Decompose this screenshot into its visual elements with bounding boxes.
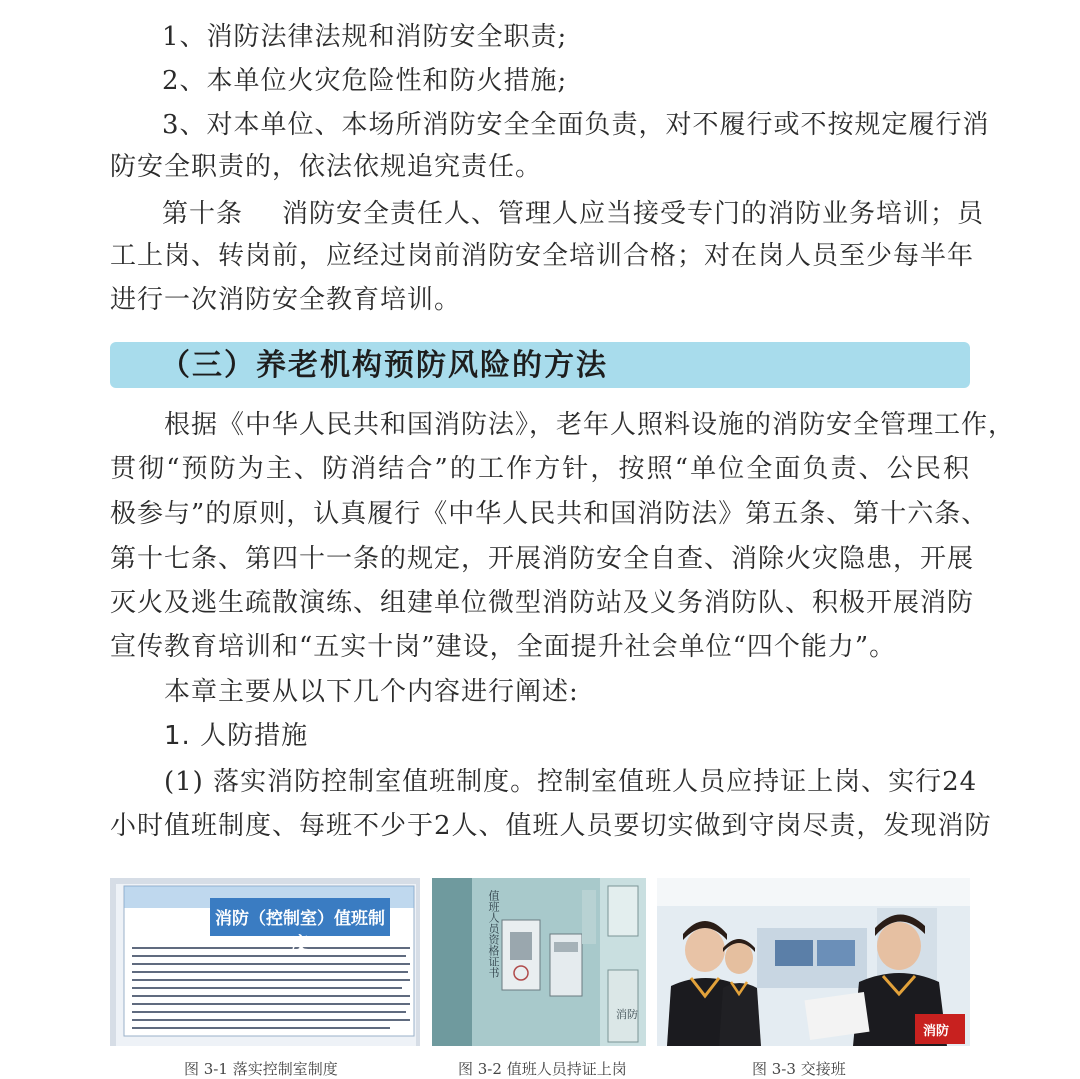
subheading: 1. 人防措施: [164, 721, 309, 751]
list-item-2: 2、本单位火灾危险性和防火措施;: [162, 66, 568, 96]
caption-figure-3-2: 图 3-2 值班人员持证上岗: [458, 1060, 627, 1078]
intro-text: 本章主要从以下几个内容进行阐述:: [164, 677, 579, 707]
caption-figure-3-1: 图 3-1 落实控制室制度: [184, 1060, 338, 1078]
item1-line-1: (1) 落实消防控制室值班制度。控制室值班人员应持证上岗、实行24: [164, 767, 978, 797]
photo-certificates: [432, 878, 646, 1046]
article-line-2: 工上岗、转岗前，应经过岗前消防安全培训合格；对在岗人员至少每半年: [110, 241, 975, 271]
caption-figure-3-3: 图 3-3 交接班: [752, 1060, 846, 1078]
body-line-2: 贯彻“预防为主、防消结合”的工作方针，按照“单位全面负责、公民积: [110, 454, 970, 484]
list-item-1: 1、消防法律法规和消防安全职责;: [162, 22, 568, 52]
article-label: 第十条: [162, 199, 244, 229]
body-line-4: 第十七条、第四十一条的规定，开展消防安全自查、消除火灾隐患，开展: [110, 544, 975, 574]
sign-title: 消防（控制室）值班制度: [215, 909, 385, 954]
article-line-3: 进行一次消防安全教育培训。: [110, 285, 462, 315]
item1-line-2: 小时值班制度、每班不少于2人、值班人员要切实做到守岗尽责，发现消防: [110, 811, 992, 841]
list-item-3-line2: 防安全职责的，依法依规追究责任。: [110, 152, 543, 182]
red-badge-text: 消防: [923, 1024, 950, 1039]
photo-2-graphic: [432, 878, 646, 1046]
body-line-1: 根据《中华人民共和国消防法》，老年人照料设施的消防安全管理工作，: [164, 410, 1016, 440]
photo-shift-handover: [657, 878, 970, 1046]
section-heading: （三）养老机构预防风险的方法: [160, 348, 608, 383]
board-text: 消防: [616, 1008, 638, 1021]
certificate-vertical-text: 值班人员资格证书: [487, 890, 500, 978]
body-line-5: 灭火及逃生疏散演练、组建单位微型消防站及义务消防队、积极开展消防: [110, 588, 975, 618]
body-line-6: 宣传教育培训和“五实十岗”建设，全面提升社会单位“四个能力”。: [110, 632, 897, 662]
article-line-1: 消防安全责任人、管理人应当接受专门的消防业务培训；员: [282, 199, 985, 229]
list-item-3-line1: 3、对本单位、本场所消防安全全面负责，对不履行或不按规定履行消: [162, 110, 990, 140]
photo-control-room-rules: [110, 878, 420, 1046]
body-line-3: 极参与”的原则，认真履行《中华人民共和国消防法》第五条、第十六条、: [110, 499, 989, 529]
